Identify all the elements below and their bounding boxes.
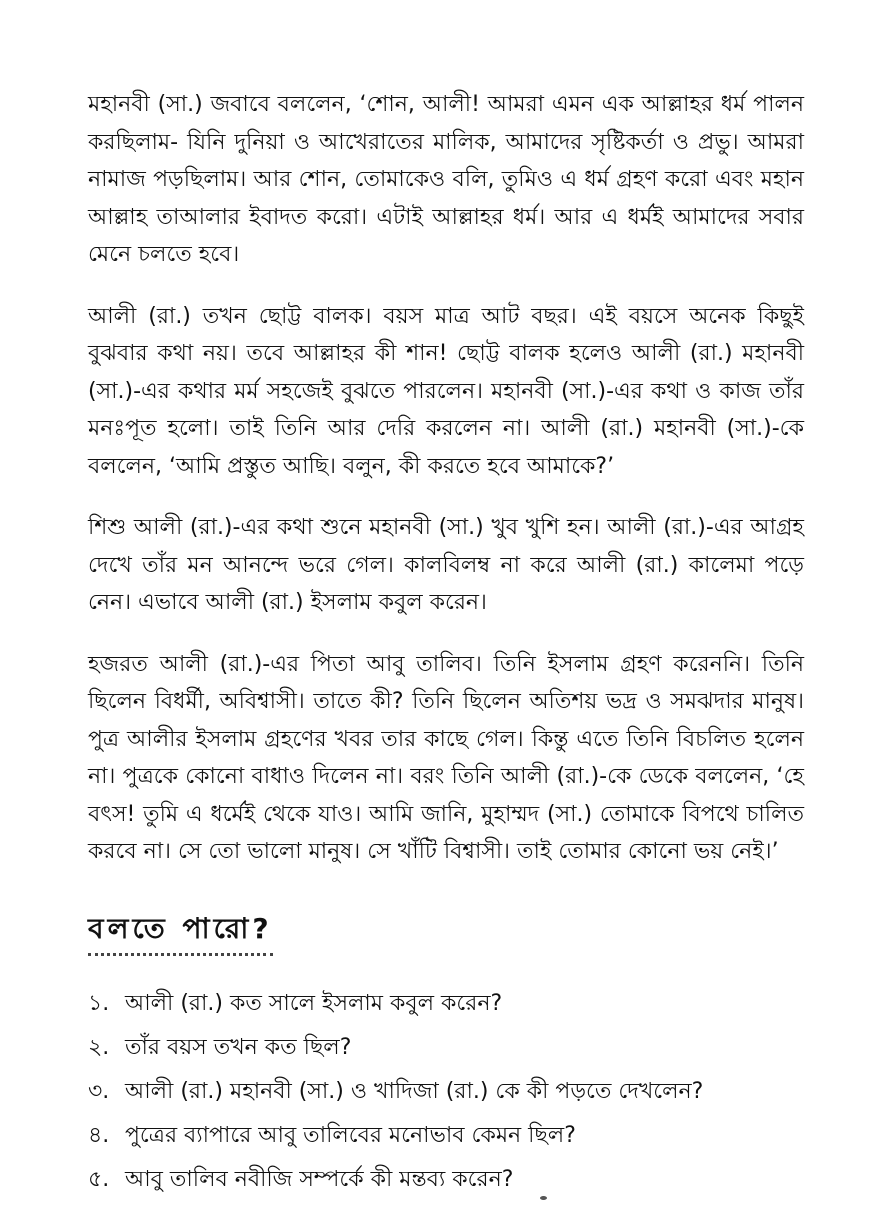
paragraph-3: শিশু আলী (রা.)-এর কথা শুনে মহানবী (সা.) খুব খুশি হন। আলী (রা.)-এর আগ্রহ দেখে তাঁর মন আনন্দে ভরে গেল। কালবিলম্ব না করে আলী (রা.) কালেমা পড়ে নেন। এভাবে আলী (রা.) ইসলাম কবুল করেন। xyxy=(88,515,804,615)
question-number: ৫. xyxy=(88,1166,110,1192)
paragraph-4: হজরত আলী (রা.)-এর পিতা আবু তালিব। তিনি ইসলাম গ্রহণ করেননি। তিনি ছিলেন বিধর্মী, অবিশ্বাসী। তাতে কী? তিনি ছিলেন অতিশয় ভদ্র ও সমঝদার মানুষ। পুত্র আলীর ইসলাম গ্রহণের খবর তার কাছে গেল। কিন্তু এতে তিনি বিচলিত হলেন না। পুত্রকে কোনো বাধাও দিলেন না। বরং তিনি আলী (রা.)-কে ডেকে বললেন, ‘হে বৎস! তুমি এ ধর্মেই থেকে যাও। আমি জানি, মুহাম্মদ (সা.) তোমাকে বিপথে চালিত করবে না। সে তো ভালো মানুষ। সে খাঁটি বিশ্বাসী। তাই তোমার কোনো ভয় নেই।’ xyxy=(88,651,804,864)
paragraph-2: আলী (রা.) তখন ছোট্ট বালক। বয়স মাত্র আট বছর। এই বয়সে অনেক কিছুই বুঝবার কথা নয়। তবে আল্লাহর কী শান! ছোট্ট বালক হলেও আলী (রা.) মহানবী (সা.)-এর কথার মর্ম সহজেই বুঝতে পারলেন। মহানবী (সা.)-এর কথা ও কাজ তাঁর মনঃপূত হলো। তাই তিনি আর দেরি করলেন না। আলী (রা.) মহানবী (সা.)-কে বললেন, ‘আমি প্রস্তুত আছি। বলুন, কী করতে হবে আমাকে?’ xyxy=(88,303,804,479)
question-item xyxy=(88,1070,804,1114)
question-text: তাঁর বয়স তখন কত ছিল? xyxy=(125,1034,352,1060)
print-speck xyxy=(540,1196,547,1200)
question-text: আবু তালিব নবীজি সম্পর্কে কী মন্তব্য করেন? xyxy=(125,1166,514,1192)
question-item xyxy=(88,982,804,1026)
question-number: ২. xyxy=(88,1034,110,1060)
question-text: আলী (রা.) মহানবী (সা.) ও খাদিজা (রা.) কে কী পড়তে দেখলেন? xyxy=(125,1078,704,1104)
question-item xyxy=(88,1158,804,1202)
question-text: পুত্রের ব্যাপারে আবু তালিবের মনোভাব কেমন ছিল? xyxy=(125,1122,576,1148)
paragraph-1: মহানবী (সা.) জবাবে বললেন, ‘শোন, আলী! আমরা এমন এক আল্লাহর ধর্ম পালন করছিলাম- যিনি দুনিয়া ও আখেরাতের মালিক, আমাদের সৃষ্টিকর্তা ও প্রভু। আমরা নামাজ পড়ছিলাম। আর শোন, তোমাকেও বলি, তুমিও এ ধর্ম গ্রহণ করো এবং মহান আল্লাহ তাআলার ইবাদত করো। এটাই আল্লাহর ধর্ম। আর এ ধর্মই আমাদের সবার মেনে চলতে হবে। xyxy=(88,92,804,267)
question-item xyxy=(88,1026,804,1070)
exercise-section xyxy=(88,895,804,1202)
question-number: ৪. xyxy=(88,1122,110,1148)
question-item xyxy=(88,1114,804,1158)
question-text: আলী (রা.) কত সালে ইসলাম কবুল করেন? xyxy=(125,990,503,1016)
section-heading: বলতে পারো? xyxy=(88,909,273,956)
question-list xyxy=(88,982,804,1202)
question-number: ১. xyxy=(88,990,110,1016)
question-number: ৩. xyxy=(88,1078,110,1104)
page-content xyxy=(88,86,804,1202)
